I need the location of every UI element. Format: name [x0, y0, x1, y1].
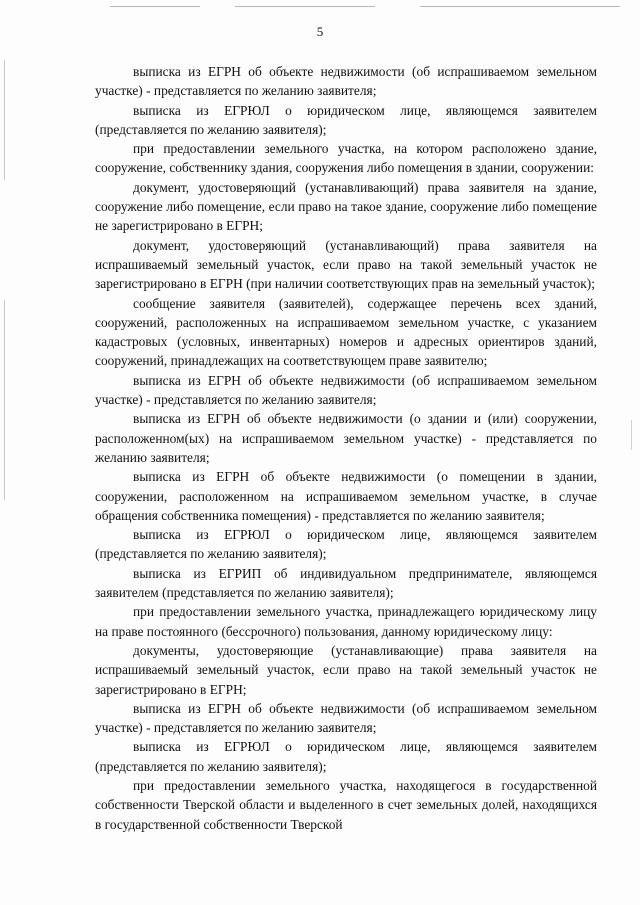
- scan-artifact-line: [235, 6, 375, 7]
- paragraph: выписка из ЕГРЮЛ о юридическом лице, являющемся заявителем (представляется по желанию заявителя);: [95, 527, 597, 562]
- paragraph: при предоставлении земельного участка, принадлежащего юридическому лицу на праве постоянного (бессрочного) пользования, данному юридическому лицу:: [95, 604, 597, 639]
- paragraph: выписка из ЕГРН об объекте недвижимости (о помещении в здании, сооружении, расположенном на испрашиваемом земельном участке, в случае обращения собственника помещения) - представляется по желанию заявителя;: [95, 469, 597, 523]
- scan-artifact-edge: [4, 300, 5, 500]
- paragraph: документы, удостоверяющие (устанавливающие) права заявителя на испрашиваемый земельный участок, если право на такой земельный участок не зарегистрировано в ЕГРН;: [95, 642, 597, 697]
- paragraph: при предоставлении земельного участка, на котором расположено здание, сооружение, собственнику здания, сооружения либо помещения в здании, сооружении:: [95, 141, 597, 176]
- paragraph: выписка из ЕГРН об объекте недвижимости (о здании и (или) сооружении, расположенном(ых) на испрашиваемом земельном участке) - представляется по желанию заявителя;: [95, 411, 597, 465]
- paragraph: сообщение заявителя (заявителей), содержащее перечень всех зданий, сооружений, расположенных на испрашиваемом земельном участке, с указанием кадастровых (условных, инвентарных) номеров и адресных ориентиров зданий, сооружений, принадлежащих на соответствующем праве заявителю;: [95, 295, 597, 369]
- paragraph: документ, удостоверяющий (устанавливающий) права заявителя на здание, сооружение либо помещение, если право на такое здание, сооружение либо помещение не зарегистрировано в ЕГРН;: [95, 179, 597, 234]
- scan-artifact-edge: [631, 420, 632, 450]
- scan-artifact-line: [420, 6, 620, 7]
- paragraph: выписка из ЕГРЮЛ о юридическом лице, являющемся заявителем (представляется по желанию заявителя);: [95, 739, 597, 774]
- document-body: [95, 62, 597, 834]
- paragraph: выписка из ЕГРН об объекте недвижимости (об испрашиваемом земельном участке) - представляется по желанию заявителя;: [95, 372, 597, 408]
- paragraph: при предоставлении земельного участка, находящегося в государственной собственности Тверской области и выделенного в счет земельных долей, находящихся в государственной собственности Тверской: [95, 777, 597, 832]
- scan-artifact-line: [110, 6, 200, 7]
- page-number: 5: [316, 24, 324, 39]
- paragraph: выписка из ЕГРИП об индивидуальном предпринимателе, являющемся заявителем (представляется по желанию заявителя);: [95, 565, 597, 601]
- paragraph: документ, удостоверяющий (устанавливающий) права заявителя на испрашиваемый земельный участок, если право на такой земельный участок не зарегистрировано в ЕГРН (при наличии соответствующих прав на земельный участок);: [95, 237, 597, 292]
- paragraph: выписка из ЕГРЮЛ о юридическом лице, являющемся заявителем (представляется по желанию заявителя);: [95, 102, 597, 137]
- paragraph: выписка из ЕГРН об объекте недвижимости (об испрашиваемом земельном участке) - представляется по желанию заявителя;: [95, 64, 597, 99]
- paragraph: выписка из ЕГРН об объекте недвижимости (об испрашиваемом земельном участке) - представляется по желанию заявителя;: [95, 700, 597, 736]
- scan-artifact-edge: [4, 60, 5, 180]
